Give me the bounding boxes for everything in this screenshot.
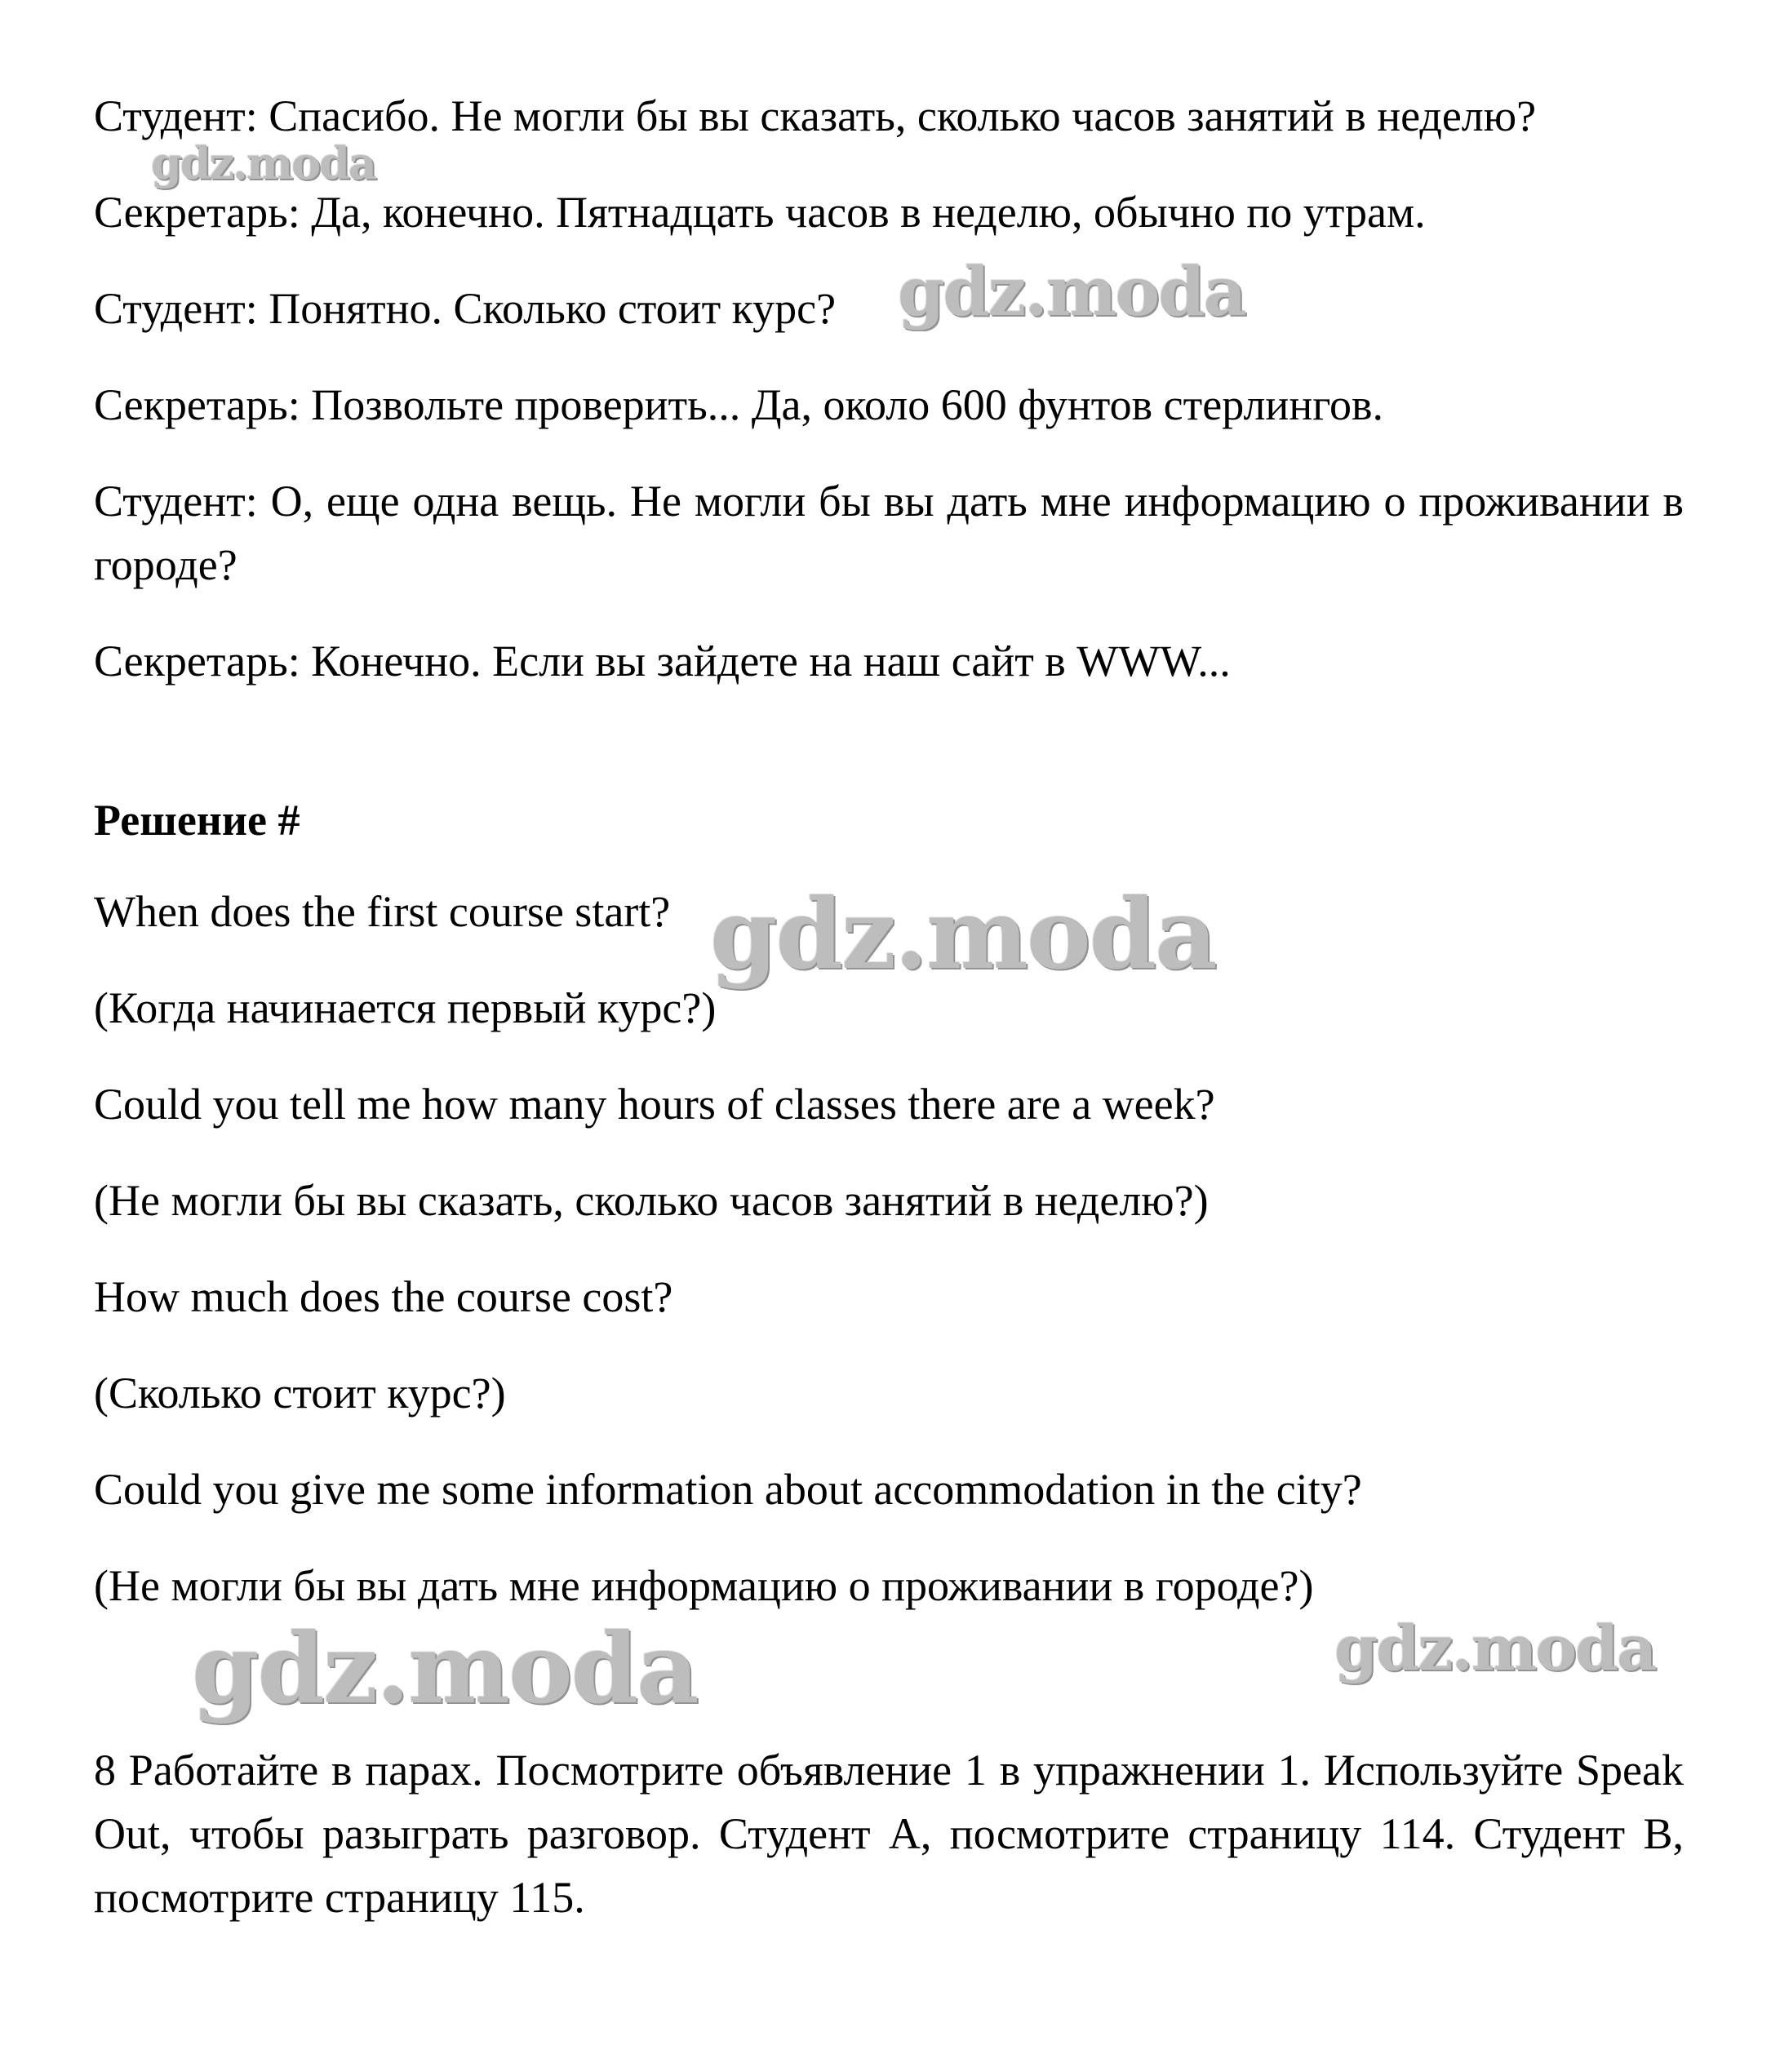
watermark-logo: gdz.moda xyxy=(710,877,1216,991)
dialogue-line: Секретарь: Да, конечно. Пятнадцать часов в неделю, обычно по утрам. xyxy=(94,188,1426,237)
dialogue-line: Студент: Спасибо. Не могли бы вы сказать, сколько часов занятий в неделю? xyxy=(94,91,1537,140)
watermark-logo: gdz.moda xyxy=(151,137,375,189)
solution-line: (Не могли бы вы дать мне информацию о проживании в городе?) xyxy=(94,1561,1314,1610)
solution-line: Could you give me some information about accommodation in the city? xyxy=(94,1465,1362,1514)
solution-line: (Когда начинается первый курс?) xyxy=(94,983,717,1032)
watermark-logo: gdz.moda xyxy=(192,1612,698,1725)
task-paragraph: 8 Работайте в парах. Посмотрите объявление 1 в упражнении 1. Используйте Speak Out, чтобы разыграть разговор. Студент А, посмотрите страницу 114. Студент В, посмотрите страницу 115. xyxy=(94,1746,1684,1922)
dialogue-line: Студент: О, еще одна вещь. Не могли бы вы дать мне информацию о проживании в городе? xyxy=(94,477,1684,589)
solution-heading: Решение # xyxy=(94,796,300,845)
dialogue-line: Студент: Понятно. Сколько стоит курс? xyxy=(94,284,837,333)
dialogue-line: Секретарь: Позвольте проверить... Да, около 600 фунтов стерлингов. xyxy=(94,380,1384,429)
watermark-logo: gdz.moda xyxy=(898,253,1245,331)
watermark-logo: gdz.moda xyxy=(1334,1612,1656,1684)
solution-line: Could you tell me how many hours of classes there are a week? xyxy=(94,1080,1215,1129)
solution-line: (Не могли бы вы сказать, сколько часов занятий в неделю?) xyxy=(94,1176,1209,1225)
solution-line: (Сколько стоит курс?) xyxy=(94,1369,506,1418)
solution-line: When does the first course start? xyxy=(94,887,671,936)
solution-line: How much does the course cost? xyxy=(94,1272,673,1321)
dialogue-line: Секретарь: Конечно. Если вы зайдете на наш сайт в WWW... xyxy=(94,637,1231,685)
